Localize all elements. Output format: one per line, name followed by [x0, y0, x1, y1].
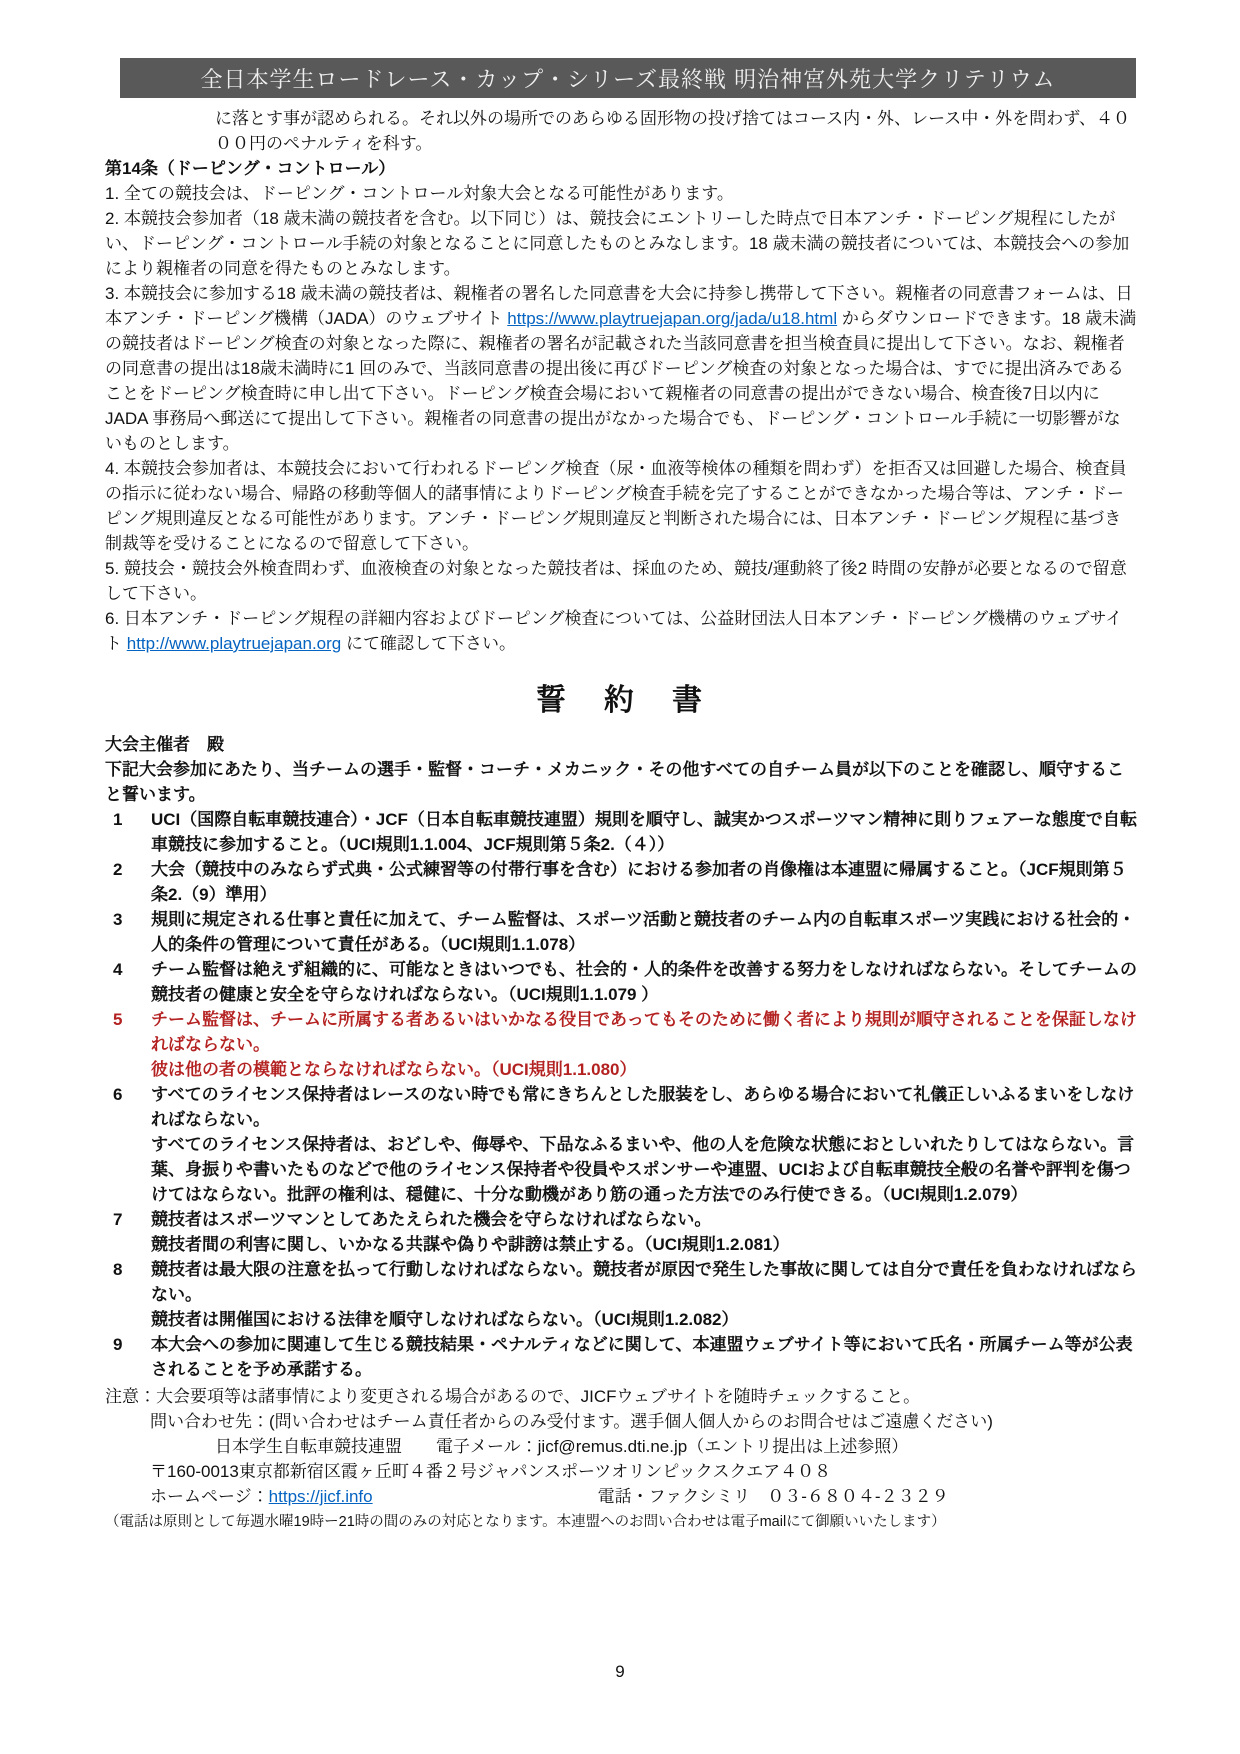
- pledge-addressee: 大会主催者 殿: [105, 735, 224, 754]
- article14-item-3: [105, 281, 1137, 456]
- pledge-item-text: 競技者はスポーツマンとしてあたえられた機会を守らなければならない。: [151, 1210, 712, 1229]
- pledge-item-number: 1: [113, 810, 123, 829]
- pledge-item-number: 2: [113, 860, 123, 879]
- pledge-item-text: すべてのライセンス保持者は、おどしや、侮辱や、下品なふるまいや、他の人を危険な状態におとしいれたりしてはならない。言葉、身振りや書いたものなどで他のライセンス保持者や役員やスポンサーや連盟、UCIおよび自転車競技全般の名誉や評判を傷つけてはならない。批評の権利は、穏健に、十分な動機があり筋の通った方法でのみ行使できる。（UCI規則1.2.079）: [151, 1135, 1135, 1204]
- org-email-line: 日本学生自転車競技連盟 電子メール：jicf@remus.dti.ne.jp（エントリ提出は上述参照）: [215, 1437, 909, 1456]
- caution-line: 注意：大会要項等は諸事情により変更される場合があるので、JICFウェブサイトを随時チェックすること。: [105, 1387, 921, 1406]
- page-content: [105, 106, 1137, 1533]
- pledge-item-text: 規則に規定される仕事と責任に加えて、チーム監督は、スポーツ活動と競技者のチーム内の自転車スポーツ実践における社会的・人的条件の管理について責任がある。（UCI規則1.1.078）: [151, 910, 1136, 954]
- pledge-item-8: [105, 1257, 1137, 1332]
- pledge-item-number: 9: [113, 1335, 123, 1354]
- pledge-item-5-highlighted: [105, 1007, 1137, 1082]
- pledge-item-text: 大会（競技中のみならず式典・公式練習等の付帯行事を含む）における参加者の肖像権は本連盟に帰属すること。（JCF規則第５条2.（9）準用）: [151, 860, 1127, 904]
- pledge-item-6: [105, 1082, 1137, 1207]
- pledge-item-1: [105, 807, 1137, 857]
- article14-item-2: 2. 本競技会参加者（18 歳未満の競技者を含む。以下同じ）は、競技会にエントリーした時点で日本アンチ・ドーピング規程にしたがい、ドーピング・コントロール手続の対象となることに同意したものとみなします。18 歳未満の競技者については、本競技会への参加により親権者の同意を得たものとみなします。: [105, 209, 1130, 278]
- pledge-item-3: [105, 907, 1137, 957]
- article14-heading: 第14条（ドーピング・コントロール）: [105, 159, 396, 178]
- pledge-item-2: [105, 857, 1137, 907]
- homepage-label: ホームページ：: [150, 1487, 269, 1506]
- pledge-item-number: 4: [113, 960, 123, 979]
- playtruejapan-link[interactable]: http://www.playtruejapan.org: [126, 634, 342, 653]
- pledge-item-text: 彼は他の者の模範とならなければならない。（UCI規則1.1.080）: [151, 1060, 637, 1079]
- pledge-item-number: 8: [113, 1260, 123, 1279]
- pledge-item-9: [105, 1332, 1137, 1382]
- article14-item-6-text: 6. 日本アンチ・ドーピング規程の詳細内容およびドーピング検査については、公益財団法人日本アンチ・ドーピング機構のウェブサイト: [105, 609, 1123, 653]
- article14-item-1: 1. 全ての競技会は、ドーピング・コントロール対象大会となる可能性があります。: [105, 184, 734, 203]
- pledge-item-4: [105, 957, 1137, 1007]
- pledge-item-number: 5: [113, 1010, 123, 1029]
- page-header-banner: [120, 58, 1136, 98]
- pledge-item-text: チーム監督は絶えず組織的に、可能なときはいつでも、社会的・人的条件を改善する努力をしなければならない。そしてチームの競技者の健康と安全を守らなければならない。（UCI規則1.1.079 ）: [151, 960, 1137, 1004]
- address-line: 〒160-0013東京都新宿区霞ヶ丘町４番２号ジャパンスポーツオリンピックスクエア４０８: [150, 1462, 832, 1481]
- pledge-item-text: 競技者間の利害に関し、いかなる共謀や偽りや誹謗は禁止する。（UCI規則1.2.081）: [151, 1235, 790, 1254]
- contact-header-line: 問い合わせ先：(問い合わせはチーム責任者からのみ受付ます。選手個人個人からのお問合せはご遠慮ください): [150, 1412, 993, 1431]
- pledge-item-text: すべてのライセンス保持者はレースのない時でも常にきちんとした服装をし、あらゆる場合において礼儀正しいふるまいをしなければならない。: [151, 1085, 1135, 1129]
- pledge-item-number: 7: [113, 1210, 123, 1229]
- article14-item-3-text-after: からダウンロードできます。18 歳未満の競技者はドーピング検査の対象となった際に、親権者の署名が記載された当該同意書を担当検査員に提出して下さい。なお、親権者の同意書の提出は18歳未満時に1 回のみで、当該同意書の提出後に再びドーピング検査の対象となった場合は、すでに提出済みであることをドーピング検査時に申し出て下さい。ドーピング検査会場において親権者の同意書の提出ができない場合、検査後7日以内にJADA 事務局へ郵送にて提出して下さい。親権者の同意書の提出がなかった場合でも、ドーピング・コントロール手続に一切影響がないものとします。: [105, 309, 1137, 453]
- pledge-item-text: 競技者は開催国における法律を順守しなければならない。（UCI規則1.2.082）: [151, 1310, 739, 1329]
- article14-item-6: [105, 606, 1137, 656]
- page-header-title: 全日本学生ロードレース・カップ・シリーズ最終戦 明治神宮外苑大学クリテリウム: [200, 66, 1056, 92]
- pledge-item-text: 本大会への参加に関連して生じる競技結果・ペナルティなどに関して、本連盟ウェブサイト等において氏名・所属チーム等が公表されることを予め承諾する。: [151, 1335, 1133, 1379]
- pledge-item-text: チーム監督は、チームに所属する者あるいはいかなる役目であってもそのために働く者により規則が順守されることを保証しなければならない。: [151, 1010, 1137, 1054]
- continuation-paragraph: に落とす事が認められる。それ以外の場所でのあらゆる固形物の投げ捨てはコース内・外、レース中・外を問わず、４０００円のペナルティを科す。: [215, 109, 1130, 153]
- article14-item-5: 5. 競技会・競技会外検査問わず、血液検査の対象となった競技者は、採血のため、競技/運動終了後2 時間の安静が必要となるので留意して下さい。: [105, 559, 1127, 603]
- notes-section: [105, 1384, 1137, 1533]
- pledge-item-text: 競技者は最大限の注意を払って行動しなければならない。競技者が原因で発生した事故に関しては自分で責任を負わなければならない。: [151, 1260, 1137, 1304]
- pledge-item-7: [105, 1207, 1137, 1257]
- pledge-title: 誓 約 書: [536, 684, 706, 717]
- pledge-intro: 下記大会参加にあたり、当チームの選手・監督・コーチ・メカニック・その他すべての自チーム員が以下のことを確認し、順守すること誓います。: [105, 760, 1124, 804]
- phone-hours-footnote: （電話は原則として毎週水曜19時ー21時の間のみの対応となります。本連盟へのお問い合わせは電子mailにて御願いいたします）: [105, 1514, 946, 1530]
- article14-item-4: 4. 本競技会参加者は、本競技会において行われるドーピング検査（尿・血液等検体の種類を問わず）を拒否又は回避した場合、検査員の指示に従わない場合、帰路の移動等個人的諸事情によりドーピング検査手続を完了することができなかった場合等は、アンチ・ドーピング規則違反となる可能性があります。アンチ・ドーピング規則違反と判断された場合には、日本アンチ・ドーピング規程に基づき制裁等を受けることになるので留意して下さい。: [105, 459, 1127, 553]
- jada-u18-consent-link[interactable]: https://www.playtruejapan.org/jada/u18.html: [507, 309, 838, 328]
- article14-item-3-text: 3. 本競技会に参加する18 歳未満の競技者は、親権者の署名した同意書を大会に持参し携帯して下さい。親権者の同意書フォームは、日本アンチ・ドーピング機構（JADA）のウェブサイト: [105, 284, 1133, 328]
- phone-fax-number: 電話・ファクシミリ ０３-６８０４-２３２９: [597, 1487, 949, 1506]
- page-number: 9: [615, 1662, 625, 1681]
- article14-item-6-text-after: にて確認して下さい。: [341, 634, 516, 653]
- homepage-phone-line: [150, 1484, 1137, 1509]
- jicf-homepage-link[interactable]: https://jicf.info: [268, 1487, 373, 1506]
- pledge-item-text: UCI（国際自転車競技連合）・JCF（日本自転車競技連盟）規則を順守し、誠実かつスポーツマン精神に則りフェアーな態度で自転車競技に参加すること。（UCI規則1.1.004、JCF規則第５条2.（４））: [151, 810, 1137, 854]
- pledge-item-number: 6: [113, 1085, 123, 1104]
- pledge-item-number: 3: [113, 910, 123, 929]
